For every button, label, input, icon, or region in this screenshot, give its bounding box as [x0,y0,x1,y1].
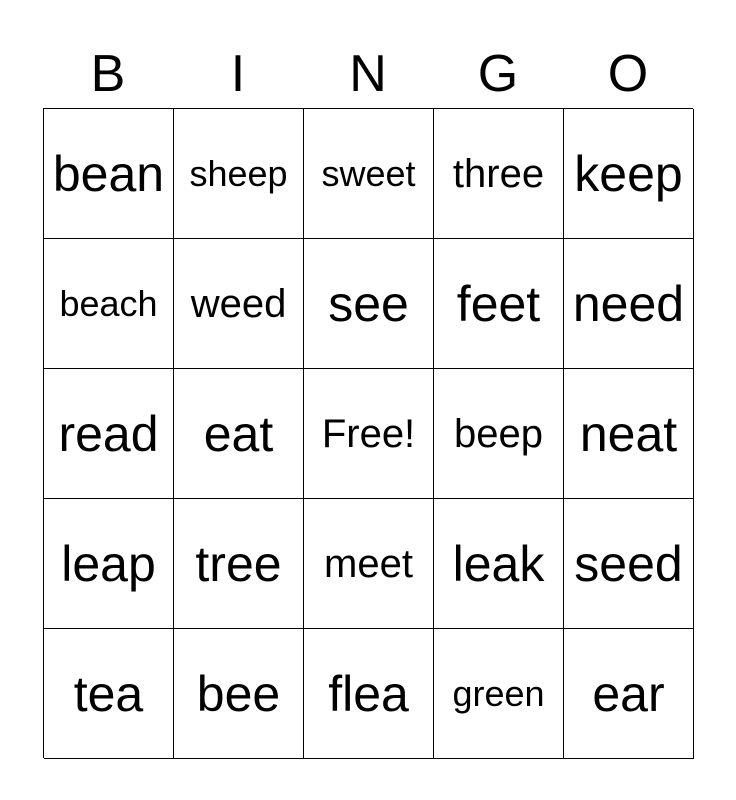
bingo-cell[interactable]: seed [564,499,694,629]
header-letter-o: O [607,45,649,103]
bingo-cell[interactable]: neat [564,369,694,499]
bingo-cell[interactable]: meet [304,499,434,629]
bingo-cell[interactable]: sheep [174,109,304,239]
bingo-cell[interactable]: read [44,369,174,499]
header-letter-n: N [349,45,387,103]
bingo-cell[interactable]: eat [174,369,304,499]
bingo-header [43,40,693,108]
bingo-cell[interactable]: flea [304,629,434,759]
header-letter-b: B [90,45,126,103]
header-letter-g: G [477,45,519,103]
bingo-cell[interactable]: tea [44,629,174,759]
bingo-cell[interactable]: tree [174,499,304,629]
header-letter-i: I [230,45,246,103]
bingo-cell[interactable]: leap [44,499,174,629]
bingo-cell[interactable]: green [434,629,564,759]
free-space-cell[interactable]: Free! [304,369,434,499]
bingo-cell[interactable]: beach [44,239,174,369]
bingo-cell[interactable]: beep [434,369,564,499]
bingo-cell[interactable]: bean [44,109,174,239]
bingo-cell[interactable]: keep [564,109,694,239]
bingo-cell[interactable]: see [304,239,434,369]
bingo-cell[interactable]: feet [434,239,564,369]
bingo-board [43,108,693,758]
bingo-cell[interactable]: leak [434,499,564,629]
bingo-cell[interactable]: three [434,109,564,239]
bingo-cell[interactable]: weed [174,239,304,369]
bingo-cell[interactable]: bee [174,629,304,759]
bingo-cell[interactable]: sweet [304,109,434,239]
bingo-cell[interactable]: ear [564,629,694,759]
bingo-cell[interactable]: need [564,239,694,369]
